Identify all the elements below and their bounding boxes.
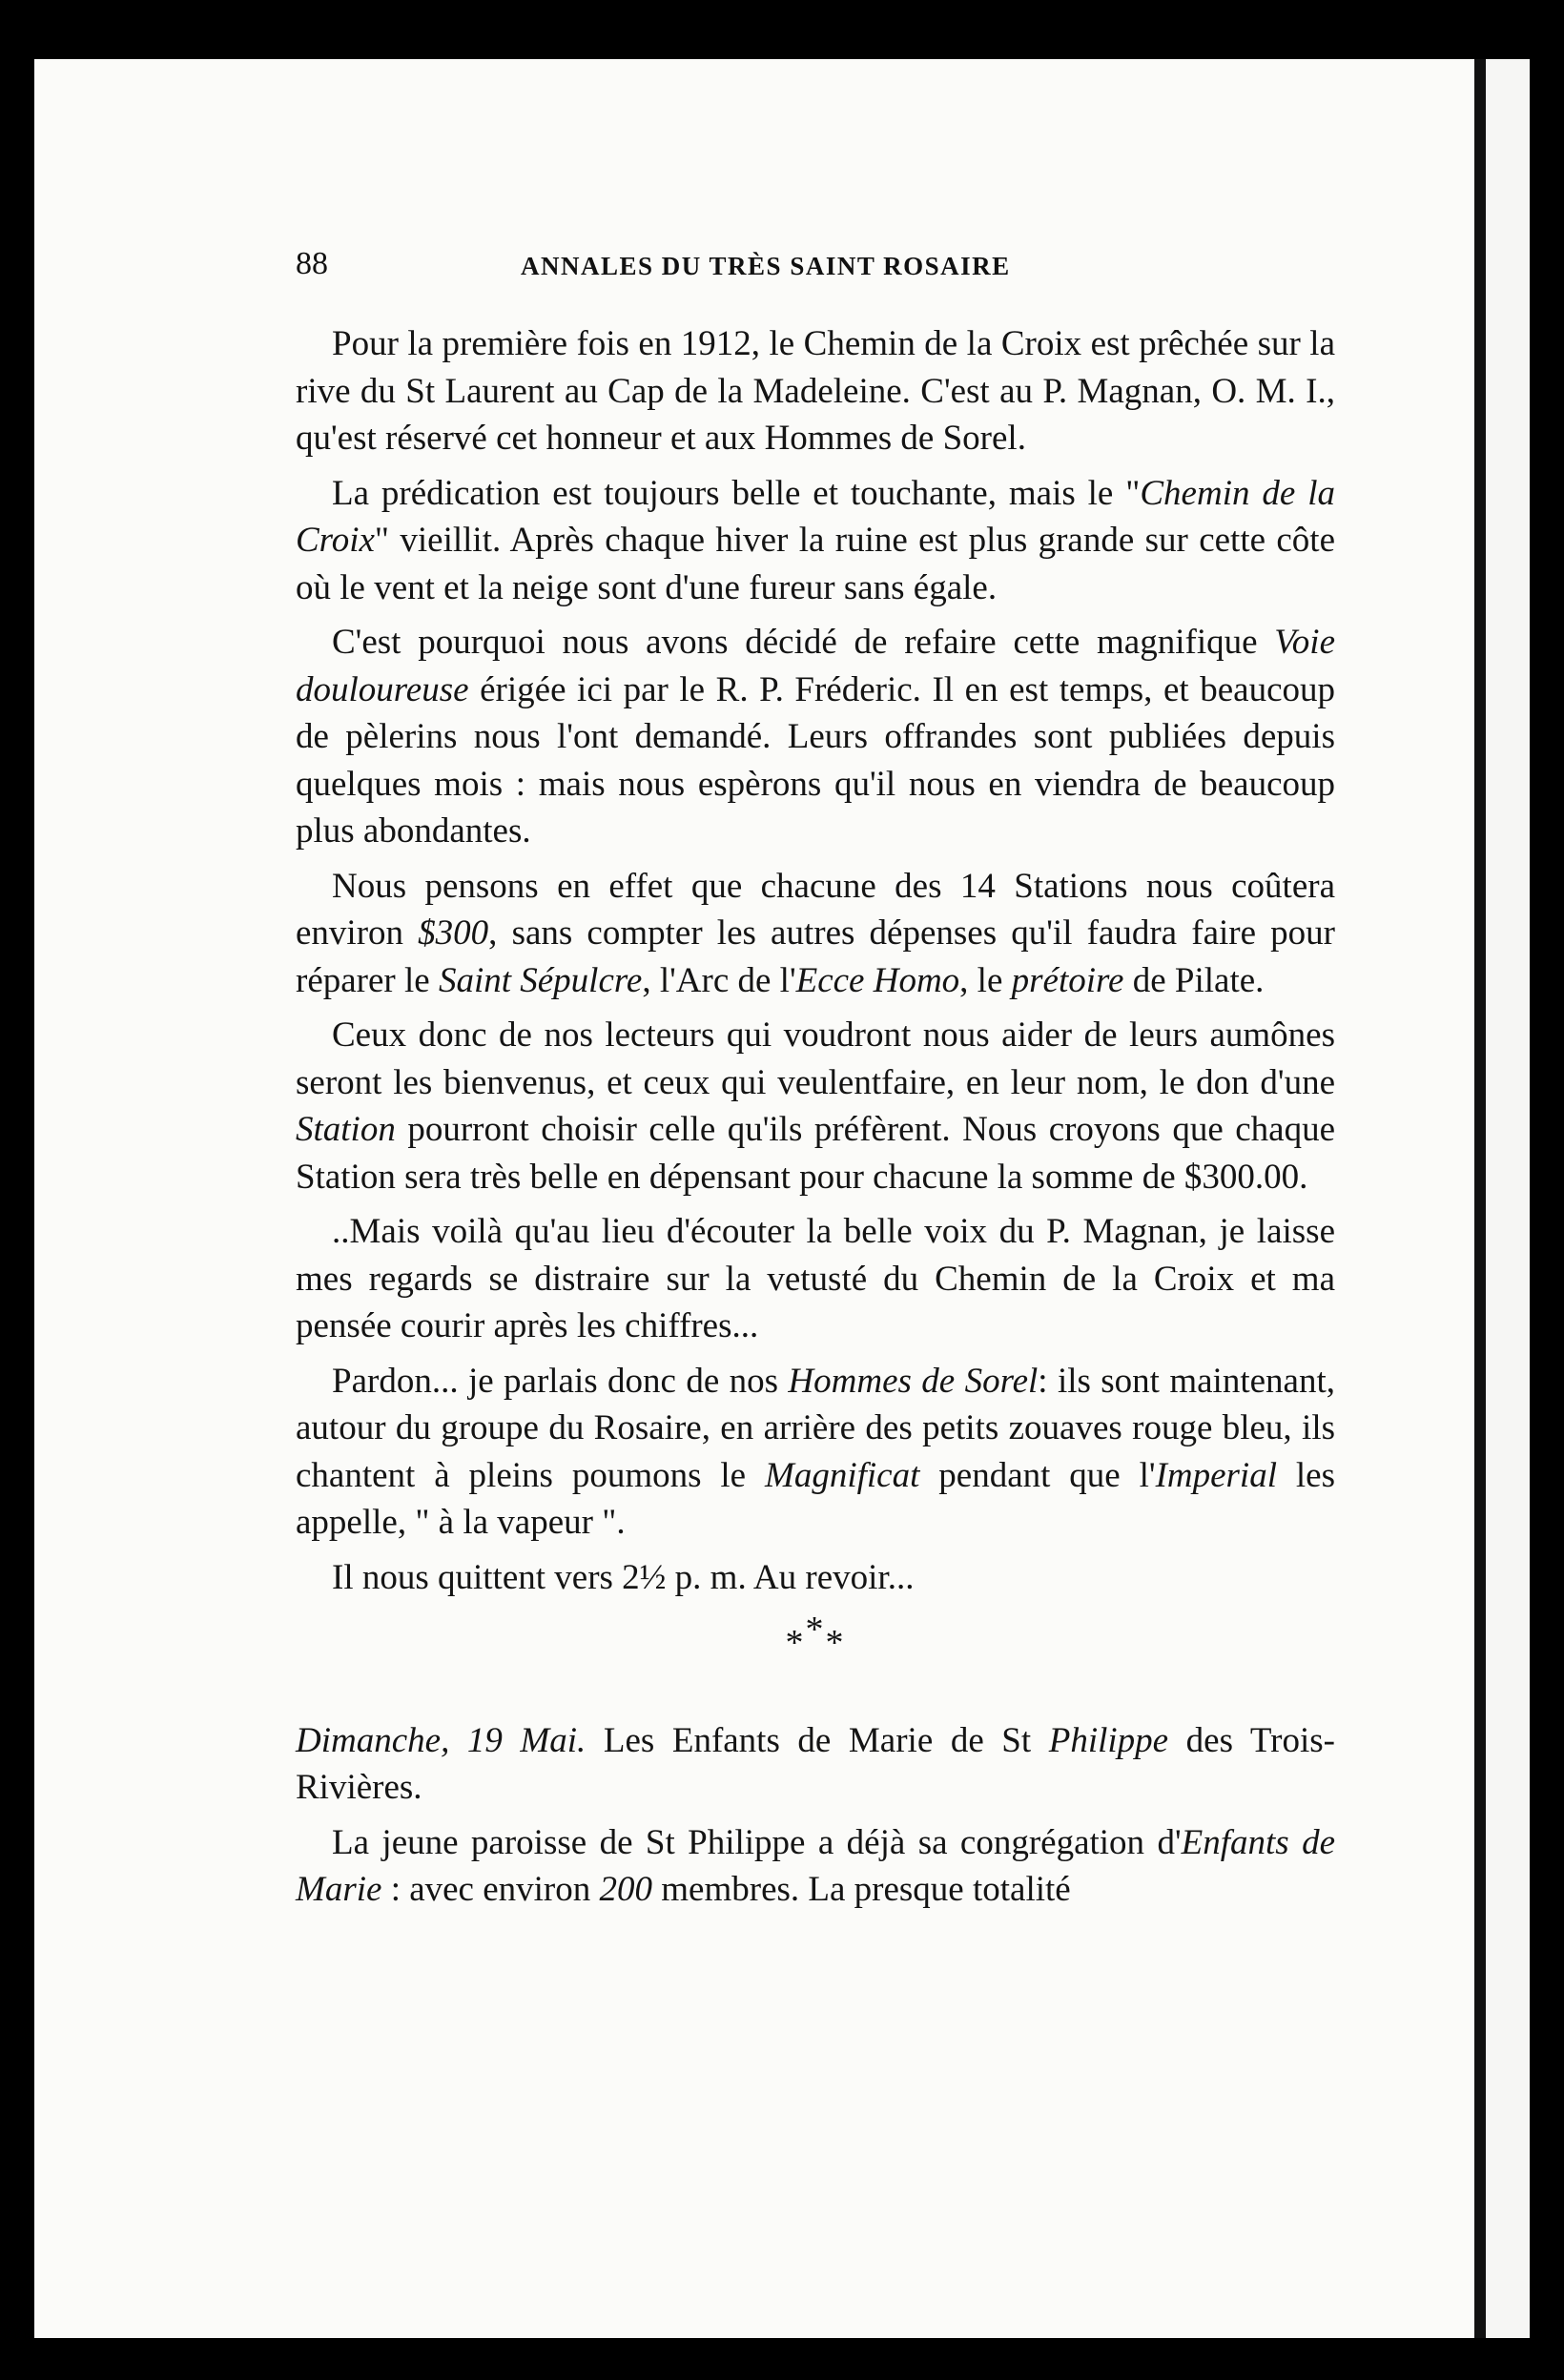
italic-run: Dimanche, 19 Mai.	[296, 1720, 586, 1760]
italic-run: Voie douloureuse	[296, 623, 1335, 709]
asterisk: *	[805, 1610, 826, 1650]
text-run: " vieillit. Après chaque hiver la ruine est plus grande sur cette côte où le vent et la neige sont d'une fureur sans égale.	[296, 521, 1335, 607]
paragraph-3	[296, 619, 1335, 855]
paragraph-4	[296, 863, 1335, 1005]
paragraph-6: ..Mais voilà qu'au lieu d'écouter la belle voix du P. Magnan, je laisse mes regards se distraire sur la vetusté du Chemin de la Croix et ma pensée courir après les chiffres...	[296, 1212, 1335, 1345]
paragraph-10	[296, 1819, 1335, 1914]
page-header	[296, 246, 1335, 284]
text-run: Les Enfants de Marie de St	[586, 1720, 1049, 1760]
text-run: La prédication est toujours belle et touchante, mais le "	[332, 473, 1141, 513]
next-page-edge	[1486, 59, 1530, 2338]
page-number: 88	[296, 246, 328, 281]
page-gutter	[1474, 59, 1486, 2338]
text-run: Ceux donc de nos lecteurs qui voudront nous aider de leurs aumônes seront les bienvenus, et ceux qui veulentfaire, en leur nom, le don d'une	[296, 1016, 1335, 1102]
text-run: , le	[959, 960, 1012, 1000]
text-run: : avec environ	[381, 1870, 600, 1909]
italic-run: Ecce Homo	[795, 960, 960, 1000]
italic-run: Imperial	[1155, 1455, 1277, 1495]
text-run: pendant que l'	[919, 1455, 1156, 1495]
text-run: érigée ici par le R. P. Fréderic. Il en est temps, et beaucoup de pèlerins nous l'ont demandé. Leurs offrandes sont publiées depuis quelques mois : mais nous espèrons qu'il nous en viendra de beaucoup plus abondantes.	[296, 669, 1335, 851]
italic-run: Philippe	[1048, 1720, 1169, 1760]
asterisk: *	[825, 1623, 846, 1663]
paragraph-9	[296, 1717, 1335, 1812]
italic-run: Enfants de Marie	[296, 1822, 1335, 1909]
text-run: membres. La presque totalité	[652, 1870, 1071, 1909]
text-run: C'est pourquoi nous avons décidé de refaire cette magnifique	[332, 623, 1275, 662]
italic-run: prétoire	[1011, 960, 1124, 1000]
paragraph-2	[296, 470, 1335, 612]
text-run: La jeune paroisse de St Philippe a déjà sa congrégation d'	[332, 1822, 1182, 1862]
italic-run: 200	[599, 1870, 653, 1909]
paragraph-8: Il nous quittent vers 2½ p. m. Au revoir...	[332, 1557, 915, 1597]
asterisk: *	[785, 1623, 806, 1663]
paragraph-5	[296, 1012, 1335, 1200]
text-run: des Trois-Rivières.	[296, 1720, 1335, 1807]
italic-run: Station	[296, 1110, 396, 1149]
text-run: : ils sont maintenant, autour du groupe du Rosaire, en arrière des petits zouaves rouge bleu, ils chantent à pleins poumons le	[296, 1361, 1335, 1495]
text-run: Nous pensons en effet que chacune des 14 Stations nous coûtera environ	[296, 866, 1335, 953]
italic-run: Magnificat	[765, 1455, 920, 1495]
section-divider-asterism	[296, 1610, 1335, 1668]
paragraph-1: Pour la première fois en 1912, le Chemin de la Croix est prêchée sur la rive du St Laurent au Cap de la Madeleine. C'est au P. Magnan, O. M. I., qu'est réservé cet honneur et aux Hommes de Sorel.	[296, 324, 1335, 458]
text-run: Pardon... je parlais donc de nos	[332, 1361, 789, 1401]
paragraph-7	[296, 1358, 1335, 1547]
italic-run: Hommes de Sorel	[788, 1361, 1039, 1401]
italic-run: Chemin de la Croix	[296, 473, 1335, 560]
text-run: les appelle, " à la vapeur ".	[296, 1455, 1335, 1542]
text-run: , l'Arc de l'	[642, 960, 796, 1000]
running-title: ANNALES DU TRÈS SAINT ROSAIRE	[521, 252, 1011, 280]
italic-run: $300	[418, 913, 489, 953]
italic-run: Saint Sépulcre	[438, 960, 643, 1000]
body-text	[296, 320, 1335, 1921]
text-run: , sans compter les autres dépenses qu'il faudra faire pour réparer le	[296, 913, 1335, 1000]
text-run: de Pilate.	[1123, 960, 1265, 1000]
text-run: pourront choisir celle qu'ils préfèrent. Nous croyons que chaque Station sera très belle en dépensant pour chacune la somme de $300.00.	[296, 1110, 1335, 1197]
